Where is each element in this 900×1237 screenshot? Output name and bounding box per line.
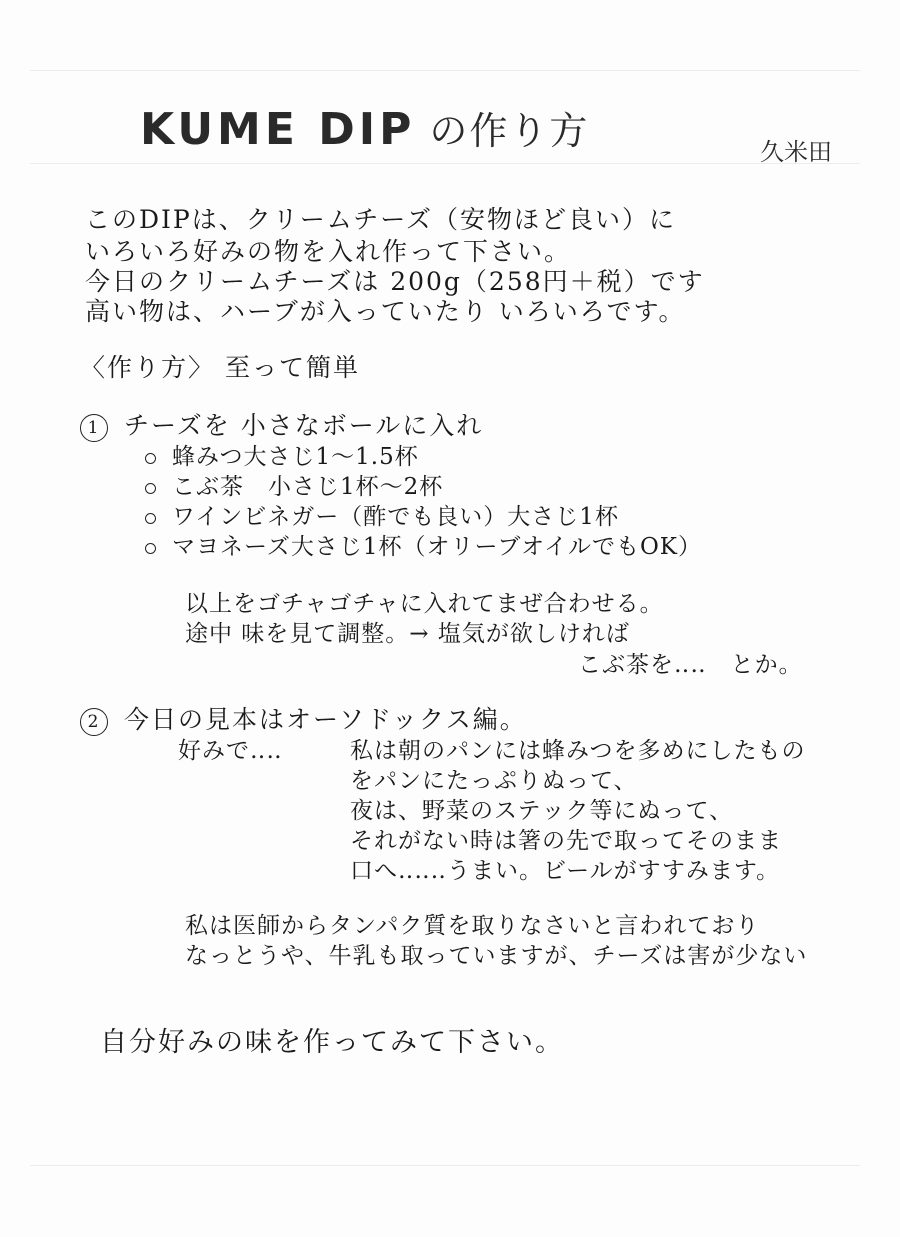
step2-paragraph-line: なっとうや、牛乳も取っていますが、チーズは害が少ない bbox=[185, 943, 808, 969]
step2-line: 口へ‥‥‥うまい。ビールがすすみます。 bbox=[350, 858, 781, 884]
step2-line: をパンにたっぷりぬって、 bbox=[350, 768, 638, 794]
step1-heading bbox=[80, 406, 483, 442]
step2-line: 夜は、野菜のステック等にぬって、 bbox=[350, 798, 734, 824]
intro-line: 高い物は、ハーブが入っていたり いろいろです。 bbox=[85, 297, 686, 326]
ruled-line bbox=[30, 1165, 860, 1166]
ruled-line bbox=[30, 163, 860, 164]
intro-line: 今日のクリームチーズは 200g（258円＋税）です bbox=[85, 267, 705, 296]
preference-label: 好みで‥‥ bbox=[178, 738, 283, 764]
intro-line: いろいろ好みの物を入れ作って下さい。 bbox=[85, 237, 572, 266]
bullet-icon bbox=[145, 513, 156, 524]
ruled-line bbox=[30, 70, 860, 71]
ingredient-item bbox=[145, 438, 419, 471]
step2-line: それがない時は箸の先で取ってそのまま bbox=[350, 828, 782, 854]
closing-line: 自分好みの味を作ってみて下さい。 bbox=[100, 1027, 564, 1058]
title-main: KUME DIP bbox=[140, 104, 416, 155]
step1-note: 以上をゴチャゴチャに入れてまぜ合わせる。 bbox=[185, 591, 664, 617]
method-heading: 〈作り方〉 至って簡単 bbox=[80, 353, 360, 382]
title-suffix: の作り方 bbox=[429, 109, 590, 153]
step2-text: 今日の見本はオーソドックス編。 bbox=[124, 705, 527, 734]
bullet-icon bbox=[145, 483, 156, 494]
step1-number: 1 bbox=[80, 414, 108, 442]
bullet-icon bbox=[145, 453, 156, 464]
ingredient-label: こぶ茶 小さじ1杯〜2杯 bbox=[172, 474, 444, 500]
author-name: 久米田 bbox=[760, 138, 832, 166]
step1-note: 途中 味を見て調整。→ 塩気が欲しければ bbox=[185, 621, 630, 647]
step2-paragraph-line: 私は医師からタンパク質を取りなさいと言われており bbox=[185, 913, 760, 939]
step1-note: こぶ茶を‥‥ とか。 bbox=[578, 652, 803, 678]
ingredient-label: 蜂みつ大さじ1〜1.5杯 bbox=[172, 444, 419, 470]
step2-line: 私は朝のパンには蜂みつを多めにしたもの bbox=[350, 738, 806, 764]
ingredient-item bbox=[145, 498, 619, 531]
ingredient-label: ワインビネガー（酢でも良い）大さじ1杯 bbox=[172, 504, 619, 530]
intro-line: このDIPは、クリームチーズ（安物ほど良い）に bbox=[85, 205, 676, 234]
page-title bbox=[140, 100, 589, 155]
ingredient-item bbox=[145, 528, 702, 561]
step2-heading bbox=[80, 700, 527, 736]
ingredient-item bbox=[145, 468, 443, 501]
bullet-icon bbox=[145, 543, 156, 554]
ingredient-label: マヨネーズ大さじ1杯（オリーブオイルでもOK） bbox=[172, 534, 702, 560]
step2-number: 2 bbox=[80, 708, 108, 736]
step1-text: チーズを 小さなボールに入れ bbox=[124, 411, 484, 440]
